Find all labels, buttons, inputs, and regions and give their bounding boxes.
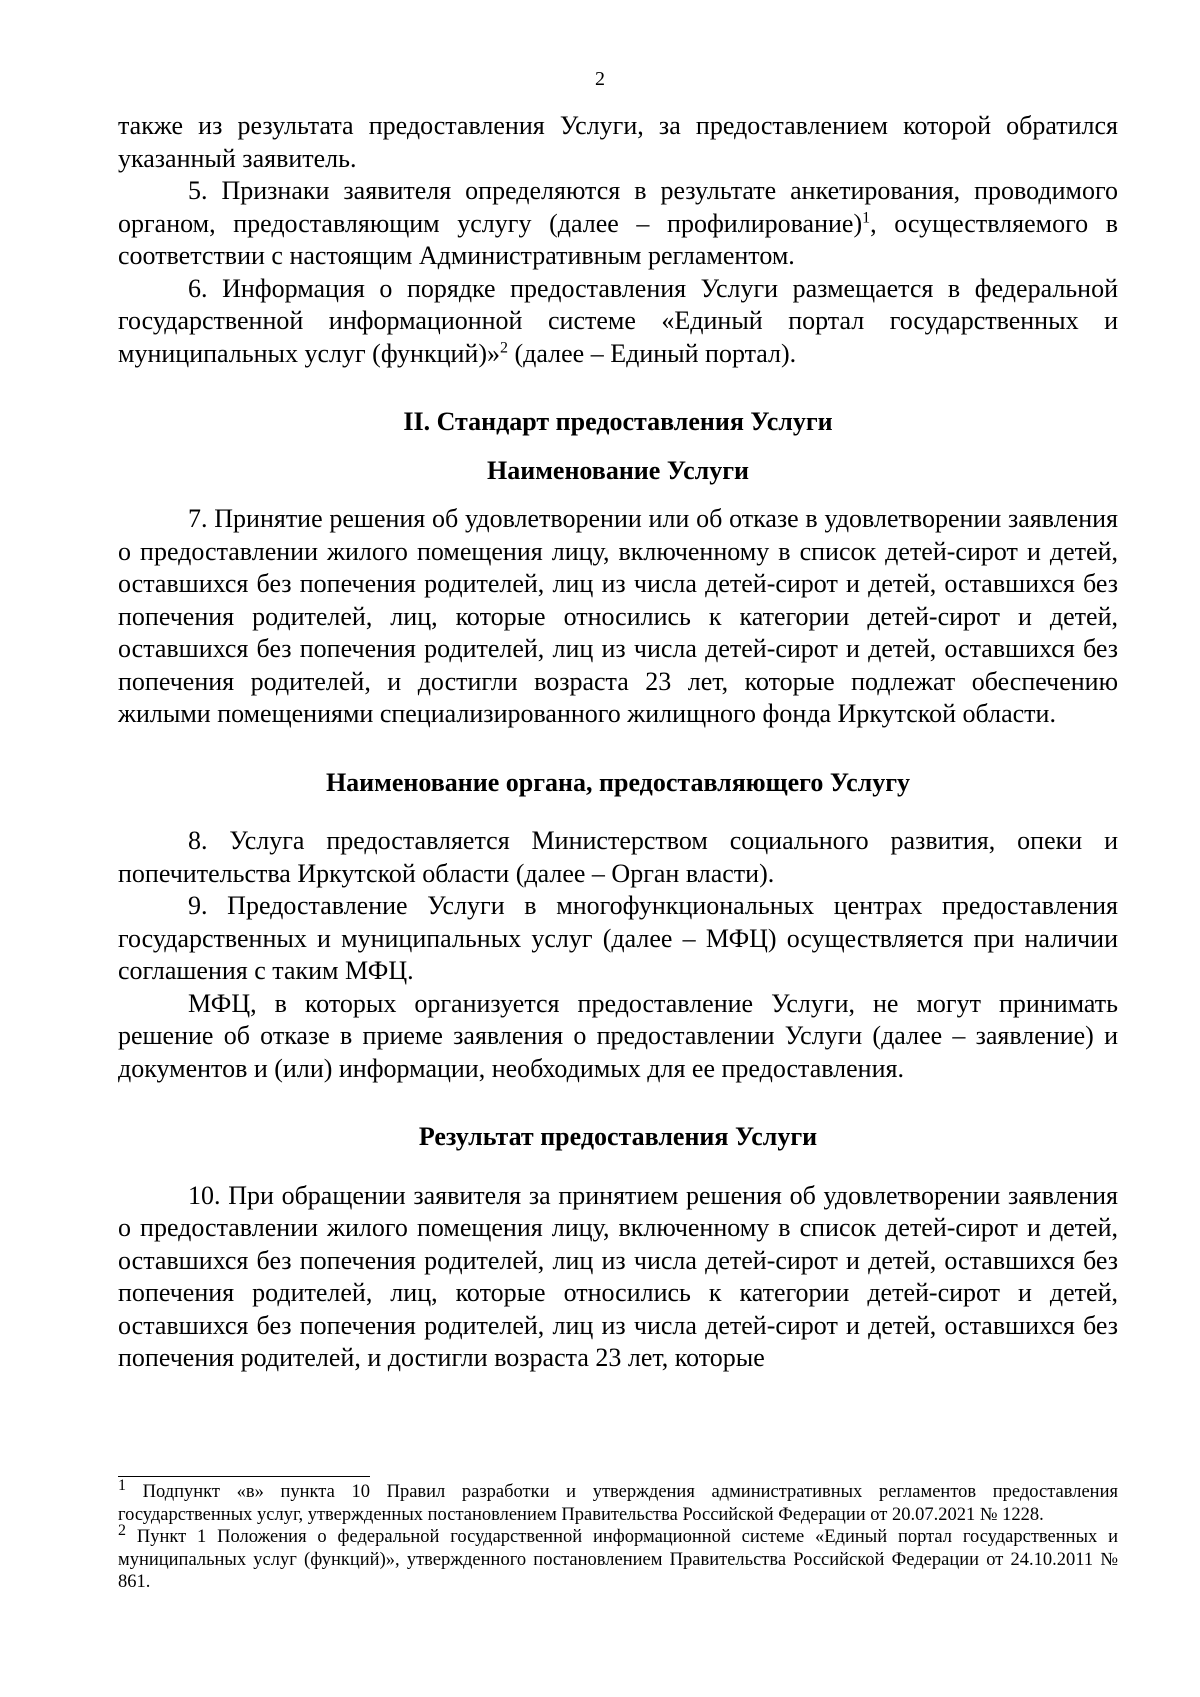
paragraph-6-end: (далее – Единый портал). xyxy=(508,338,797,368)
footnote-divider xyxy=(118,1476,370,1477)
paragraph-5 xyxy=(118,175,1118,273)
footnotes xyxy=(118,1476,1118,1594)
heading-section-2: II. Стандарт предоставления Услуги xyxy=(403,407,833,436)
paragraph-5-end: , осуществляемого в соответствии с настоящим Административным регламентом. xyxy=(118,208,1118,270)
heading-service-name: Наименование Услуги xyxy=(486,455,750,485)
footnote-ref-2[interactable]: 2 xyxy=(500,338,508,356)
paragraph-9: 9. Предоставление Услуги в многофункциональных центрах предоставления государственных и муниципальных услуг (далее – МФЦ) осуществляется при наличии соглашения с таким МФЦ. xyxy=(118,891,1118,985)
paragraph-8: 8. Услуга предоставляется Министерством социального развития, опеки и попечительства Иркутской области (далее – Орган власти). xyxy=(118,826,1118,888)
paragraph-10: 10. При обращении заявителя за принятием решения об удовлетворении заявления о предоставлении жилого помещения лицу, включенному в список детей-сирот и детей, оставшихся без попечения родителей, лиц из числа детей-сирот и детей, оставшихся без попечения родителей, лиц, которые относились к категории детей-сирот и детей, оставшихся без попечения родителей, лиц из числа детей-сирот и детей, оставшихся без попечения родителей, и достигли возраста 23 лет, которые xyxy=(118,1180,1118,1372)
footnote-1-text: Подпункт «в» пункта 10 Правил разработки и утверждения административных регламентов предоставления государственных услуг, утвержденных постановлением Правительства Российской Федерации от 20.07.2021 № 1228. xyxy=(118,1482,1118,1525)
footnote-2-mark: 2 xyxy=(118,1521,126,1539)
document-body xyxy=(118,110,1118,1375)
paragraph-7: 7. Принятие решения об удовлетворении или об отказе в удовлетворении заявления о предоставлении жилого помещения лицу, включенному в список детей-сирот и детей, оставшихся без попечения родителей, лиц из числа детей-сирот и детей, оставшихся без попечения родителей, лиц, которые относились к категории детей-сирот и детей, оставшихся без попечения родителей, лиц из числа детей-сирот и детей, оставшихся без попечения родителей, и достигли возраста 23 лет, которые подлежат обеспечению жилыми помещениями специализированного жилищного фонда Иркутской области. xyxy=(118,504,1118,728)
footnote-1 xyxy=(118,1476,1118,1526)
heading-result: Результат предоставления Услуги xyxy=(418,1122,818,1151)
footnote-1-mark: 1 xyxy=(118,1476,126,1494)
paragraph-5-text: 5. Признаки заявителя определяются в результате анкетирования, проводимого органом, предоставляющим услугу (далее – профилирование) xyxy=(118,176,1118,238)
page-number: 2 xyxy=(595,68,605,90)
paragraph-continuation: также из результата предоставления Услуги, за предоставлением которой обратился указанный заявитель. xyxy=(118,111,1118,173)
paragraph-6 xyxy=(118,273,1118,371)
paragraph-9b: МФЦ, в которых организуется предоставление Услуги, не могут принимать решение об отказе в приеме заявления о предоставлении Услуги (далее – заявление) и документов и (или) информации, необходимых для ее предоставления. xyxy=(118,988,1118,1083)
footnote-ref-1[interactable]: 1 xyxy=(862,208,871,226)
heading-organ-name: Наименование органа, предоставляющего Услугу xyxy=(325,767,911,797)
footnote-2-text: Пункт 1 Положения о федеральной государственной информационной системе «Единый портал государственных и муниципальных услуг (функций)», утвержденного постановлением Правительства Российской Федерации от 24.10.2011 № 861. xyxy=(118,1527,1118,1592)
paragraph-6-text: 6. Информация о порядке предоставления Услуги размещается в федеральной государственной информационной системе «Единый портал государственных и муниципальных услуг (функций)» xyxy=(118,273,1118,368)
footnote-2 xyxy=(118,1521,1118,1594)
